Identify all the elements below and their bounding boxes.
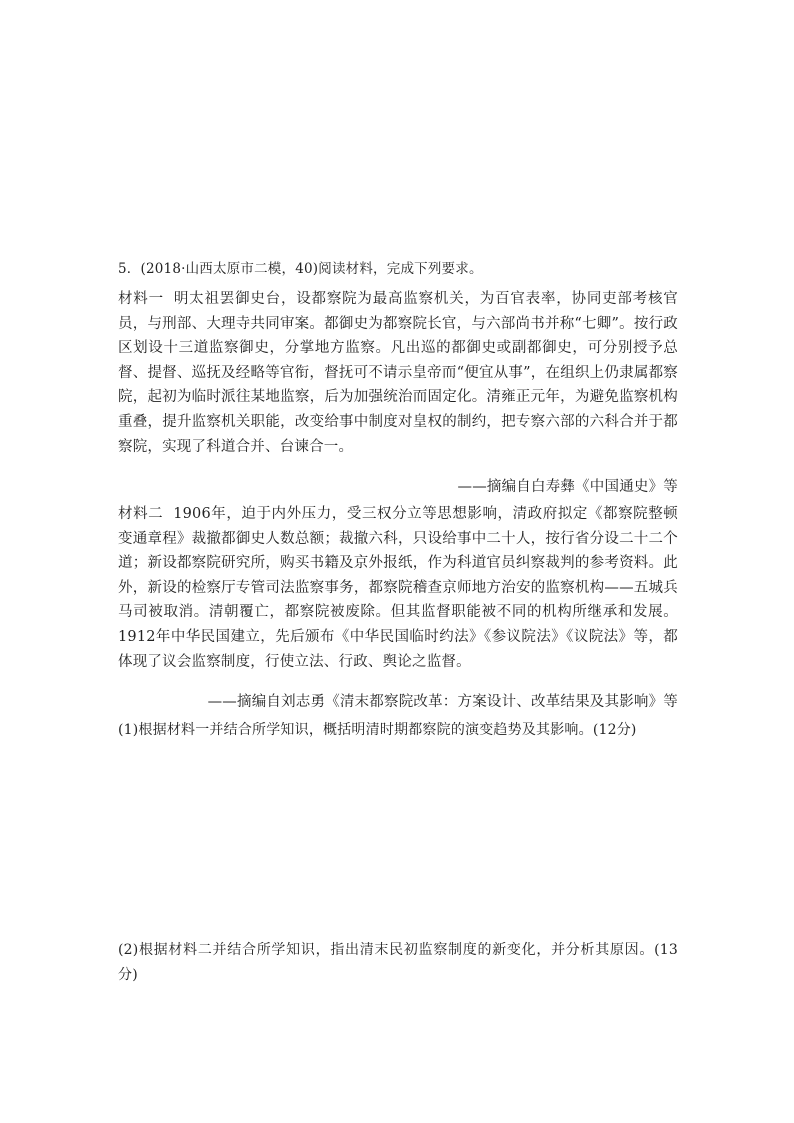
material-two-source: ——摘编自刘志勇《清末都察院改革：方案设计、改革结果及其影响》等	[207, 694, 678, 710]
material-one-source: ——摘编自白寿彝《中国通史》等	[457, 479, 678, 495]
material-two-text: 1906年，迫于内外压力，受三权分立等思想影响，清政府拟定《都察院整顿变通章程》裁撤都御史人数总额；裁撤六科，只设给事中二十人，按行省分设二十二个道；新设都察院研究所，购买书籍及京外报纸，作为科道官员纠察裁判的参考资料。此外，新设的检察厅专管司法监察事务，都察院稽查京师地方治安的监察机构——五城兵马司被取消。清朝覆亡，都察院被废除。但其监督职能被不同的机构所继承和发展。1912年中华民国建立，先后颁布《中华民国临时约法》《参议院法》《议院法》等，都体现了议会监察制度，行使立法、行政、舆论之监督。	[118, 506, 678, 670]
material-one	[118, 287, 678, 459]
subquestion-two: (2)根据材料二并结合所学知识，指出清末民初监察制度的新变化，并分析其原因。(13分)	[118, 942, 678, 983]
material-two	[118, 502, 678, 674]
material-one-label: 材料一	[118, 291, 164, 307]
question-title: 5．(2018·山西太原市二模，40)阅读材料，完成下列要求。	[118, 261, 483, 277]
subquestion-one: (1)根据材料一并结合所学知识，概括明清时期都察院的演变趋势及其影响。(12分)	[118, 722, 637, 738]
material-one-text: 明太祖罢御史台，设都察院为最高监察机关，为百官表率，协同吏部考核官员，与刑部、大理寺共同审案。都御史为都察院长官，与六部尚书并称“七卿”。按行政区划设十三道监察御史，分掌地方监察。凡出巡的都御史或副都御史，可分别授予总督、提督、巡抚及经略等官衔，督抚可不请示皇帝而“便宜从事”，在组织上仍隶属都察院，起初为临时派往某地监察，后为加强统治而固定化。清雍正元年，为避免监察机构重叠，提升监察机关职能，改变给事中制度对皇权的制约，把专察六部的六科合并于都察院，实现了科道合并、台谏合一。	[118, 291, 678, 455]
material-two-label: 材料二	[118, 506, 164, 522]
